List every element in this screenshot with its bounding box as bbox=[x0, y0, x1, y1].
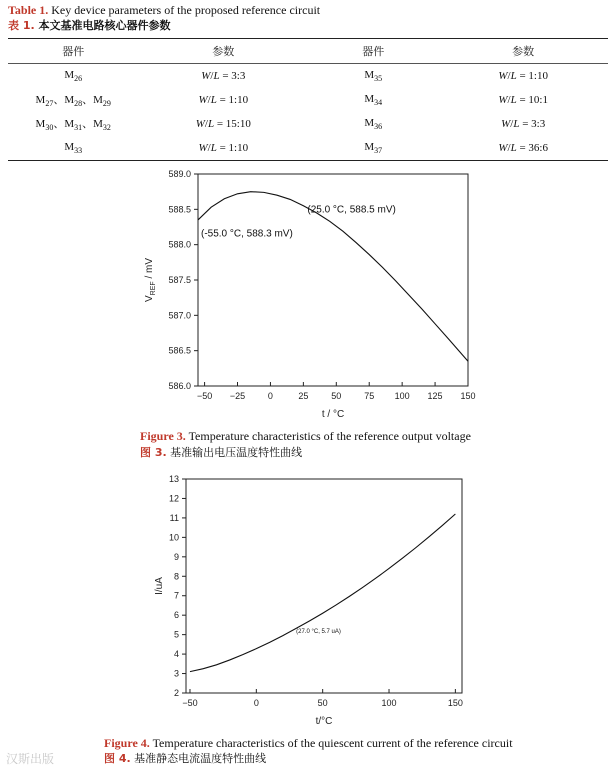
figure-4-caption-zh bbox=[104, 750, 266, 766]
x-tick-label: −50 bbox=[196, 391, 213, 401]
figure-3-caption-text: Temperature characteristics of the reference output voltage bbox=[185, 429, 471, 443]
data-annotation: (-55.0 °C, 588.3 mV) bbox=[201, 228, 293, 240]
y-tick-label: 586.0 bbox=[168, 381, 191, 391]
x-tick-label: 75 bbox=[364, 391, 375, 401]
table-body bbox=[8, 64, 608, 161]
y-axis-label: $V_{REF}$ / mV bbox=[144, 257, 157, 303]
y-tick-label: 587.5 bbox=[168, 275, 191, 285]
figure-3-caption-zh-text: 基准输出电压温度特性曲线 bbox=[166, 446, 303, 459]
y-tick-label: 588.0 bbox=[168, 239, 191, 250]
y-tick-label: 11 bbox=[169, 512, 179, 523]
publisher-watermark: 汉斯出版 bbox=[6, 752, 55, 766]
y-tick-label: 588.5 bbox=[168, 204, 191, 215]
x-tick-label: 150 bbox=[460, 391, 476, 401]
x-axis-label: t/°C bbox=[315, 716, 333, 727]
x-tick-label: 50 bbox=[331, 391, 342, 401]
y-tick-label: 4 bbox=[173, 649, 179, 660]
x-tick-label: −25 bbox=[229, 391, 246, 401]
figure-4-caption-zh-label: 图 4. bbox=[104, 752, 131, 765]
table-row bbox=[8, 88, 608, 112]
y-tick-label: 587.0 bbox=[168, 310, 191, 321]
device-cell: $M_{33}$ bbox=[8, 136, 138, 161]
param-cell: W/L = 15:10 bbox=[195, 118, 251, 130]
y-tick-label: 5 bbox=[173, 629, 179, 640]
table-caption bbox=[8, 3, 320, 18]
x-tick-label: 50 bbox=[317, 698, 328, 708]
device-cell: $M_{26}$ bbox=[64, 68, 83, 84]
y-tick-label: 2 bbox=[173, 688, 179, 698]
header-param: 参数 bbox=[138, 39, 308, 64]
y-tick-label: 10 bbox=[168, 532, 179, 543]
table-row bbox=[8, 136, 608, 161]
table-caption-text: Key device parameters of the proposed reference circuit bbox=[48, 3, 321, 17]
device-cell: $M_{34}$ bbox=[364, 92, 383, 108]
series-line bbox=[190, 514, 455, 672]
table-header-row bbox=[8, 39, 608, 64]
param-cell: W/L = 1:10 bbox=[198, 94, 249, 106]
header-param-2: 参数 bbox=[438, 39, 608, 64]
x-tick-label: 0 bbox=[253, 698, 259, 708]
param-cell: W/L = 1:10 bbox=[138, 136, 308, 161]
y-tick-label: 589.0 bbox=[168, 169, 191, 179]
table-caption-zh-text: 本文基准电路核心器件参数 bbox=[34, 19, 171, 32]
header-device: 器件 bbox=[8, 39, 138, 64]
y-tick-label: 6 bbox=[173, 610, 179, 621]
param-cell: W/L = 1:10 bbox=[498, 70, 548, 82]
table-row bbox=[8, 64, 608, 89]
y-tick-label: 12 bbox=[168, 493, 179, 504]
data-annotation: (25.0 °C, 588.5 mV) bbox=[307, 204, 396, 216]
series-line bbox=[198, 192, 468, 362]
param-cell: W/L = 3:3 bbox=[501, 118, 546, 130]
y-tick-label: 8 bbox=[173, 571, 179, 582]
device-cell: $M_{36}$ bbox=[364, 116, 383, 132]
param-cell: W/L = 3:3 bbox=[201, 70, 246, 82]
parameter-table bbox=[8, 38, 608, 161]
x-tick-label: 125 bbox=[427, 391, 443, 401]
device-cell: $M_{37}$ bbox=[308, 136, 438, 161]
y-tick-label: 3 bbox=[173, 668, 179, 679]
param-cell: W/L = 36:6 bbox=[438, 136, 608, 161]
figure-3-caption-label: Figure 3. bbox=[140, 429, 186, 443]
x-axis-label: t / °C bbox=[321, 409, 345, 420]
y-tick-label: 13 bbox=[168, 474, 179, 484]
data-annotation: (27.0 °C, 5.7 uA) bbox=[296, 628, 341, 635]
y-tick-label: 586.5 bbox=[168, 345, 191, 356]
figure-3-caption bbox=[140, 429, 471, 444]
x-tick-label: 0 bbox=[267, 391, 273, 401]
figure-4-chart bbox=[0, 465, 615, 735]
x-tick-label: 100 bbox=[381, 698, 397, 708]
param-cell: W/L = 10:1 bbox=[498, 94, 548, 106]
x-tick-label: 100 bbox=[394, 391, 410, 401]
device-cell: $M_{30}$、$M_{31}$、$M_{32}$ bbox=[35, 118, 111, 133]
figure-4-caption bbox=[104, 736, 513, 751]
x-tick-label: 25 bbox=[298, 391, 309, 401]
table-row bbox=[8, 112, 608, 136]
y-tick-label: 7 bbox=[173, 590, 179, 601]
figure-4-caption-zh-text: 基准静态电流温度特性曲线 bbox=[130, 752, 267, 765]
x-tick-label: 150 bbox=[447, 698, 463, 708]
figure-3-chart bbox=[0, 160, 615, 430]
figure-3-caption-zh bbox=[140, 444, 302, 460]
figure-4-caption-label: Figure 4. bbox=[104, 736, 150, 750]
x-tick-label: −50 bbox=[182, 698, 198, 708]
y-axis-label: I/uA bbox=[154, 577, 165, 595]
y-tick-label: 9 bbox=[173, 551, 179, 562]
table-caption-zh bbox=[8, 17, 171, 33]
figure-3-caption-zh-label: 图 3. bbox=[140, 446, 167, 459]
figure-4-caption-text: Temperature characteristics of the quiescent current of the reference circuit bbox=[149, 736, 513, 750]
device-cell: $M_{35}$ bbox=[364, 68, 383, 84]
device-cell: $M_{27}$、$M_{28}$、$M_{29}$ bbox=[35, 94, 111, 109]
table-caption-label: Table 1. bbox=[8, 3, 49, 17]
header-device-2: 器件 bbox=[308, 39, 438, 64]
table-caption-zh-label: 表 1. bbox=[8, 19, 35, 32]
